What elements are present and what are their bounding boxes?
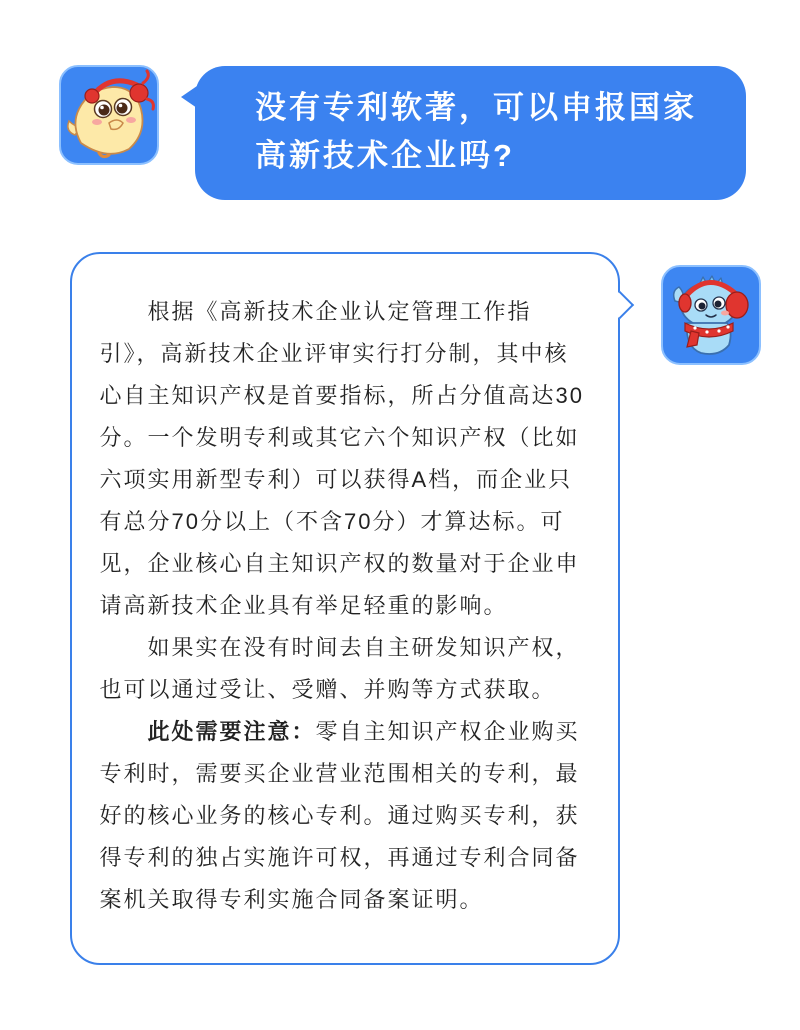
note-lead-bold: 此处需要注意： [147, 718, 316, 744]
answer-line: 有总分70分以上（不含70分）才算达标。可 [99, 508, 565, 534]
note-line-text: 零自主知识产权企业购买 [315, 718, 580, 744]
question-avatar [59, 65, 159, 165]
answer-bubble [70, 252, 620, 965]
answer-line: 案机关取得专利实施合同备案证明。 [99, 886, 484, 912]
answer-line: 专利时，需要买企业营业范围相关的专利，最 [99, 760, 580, 786]
answer-paragraph-3 [100, 711, 584, 921]
question-line-1: 没有专利软著，可以申报国家 [255, 90, 697, 125]
question-line-2: 高新技术企业吗? [255, 138, 515, 173]
answer-line: 如果实在没有时间去自主研发知识产权， [147, 634, 580, 660]
answer-line: 请高新技术企业具有举足轻重的影响。 [99, 592, 508, 618]
answer-avatar [661, 265, 761, 365]
answer-line: 也可以通过受让、受赠、并购等方式获取。 [99, 676, 556, 702]
answer-line: 根据《高新技术企业认定管理工作指 [147, 298, 532, 324]
answer-paragraph-2 [100, 627, 584, 711]
question-text [255, 84, 697, 180]
answer-line: 六项实用新型专利）可以获得A档，而企业只 [99, 466, 573, 492]
answer-line: 好的核心业务的核心专利。通过购买专利，获 [99, 802, 580, 828]
answer-paragraph-1 [100, 291, 584, 627]
answer-text [100, 291, 584, 921]
question-bubble [195, 66, 746, 200]
answer-line: 引》，高新技术企业评审实行打分制，其中核 [99, 340, 569, 366]
answer-line: 分。一个发明专利或其它六个知识产权（比如 [99, 424, 580, 450]
answer-line: 得专利的独占实施许可权，再通过专利合同备 [99, 844, 580, 870]
chick-headphones-icon [59, 65, 159, 165]
answer-line: 见，企业核心自主知识产权的数量对于企业申 [99, 550, 580, 576]
dino-headphones-icon [661, 265, 761, 365]
answer-line: 心自主知识产权是首要指标，所占分值高达30 [99, 382, 584, 408]
answer-line [100, 711, 584, 753]
